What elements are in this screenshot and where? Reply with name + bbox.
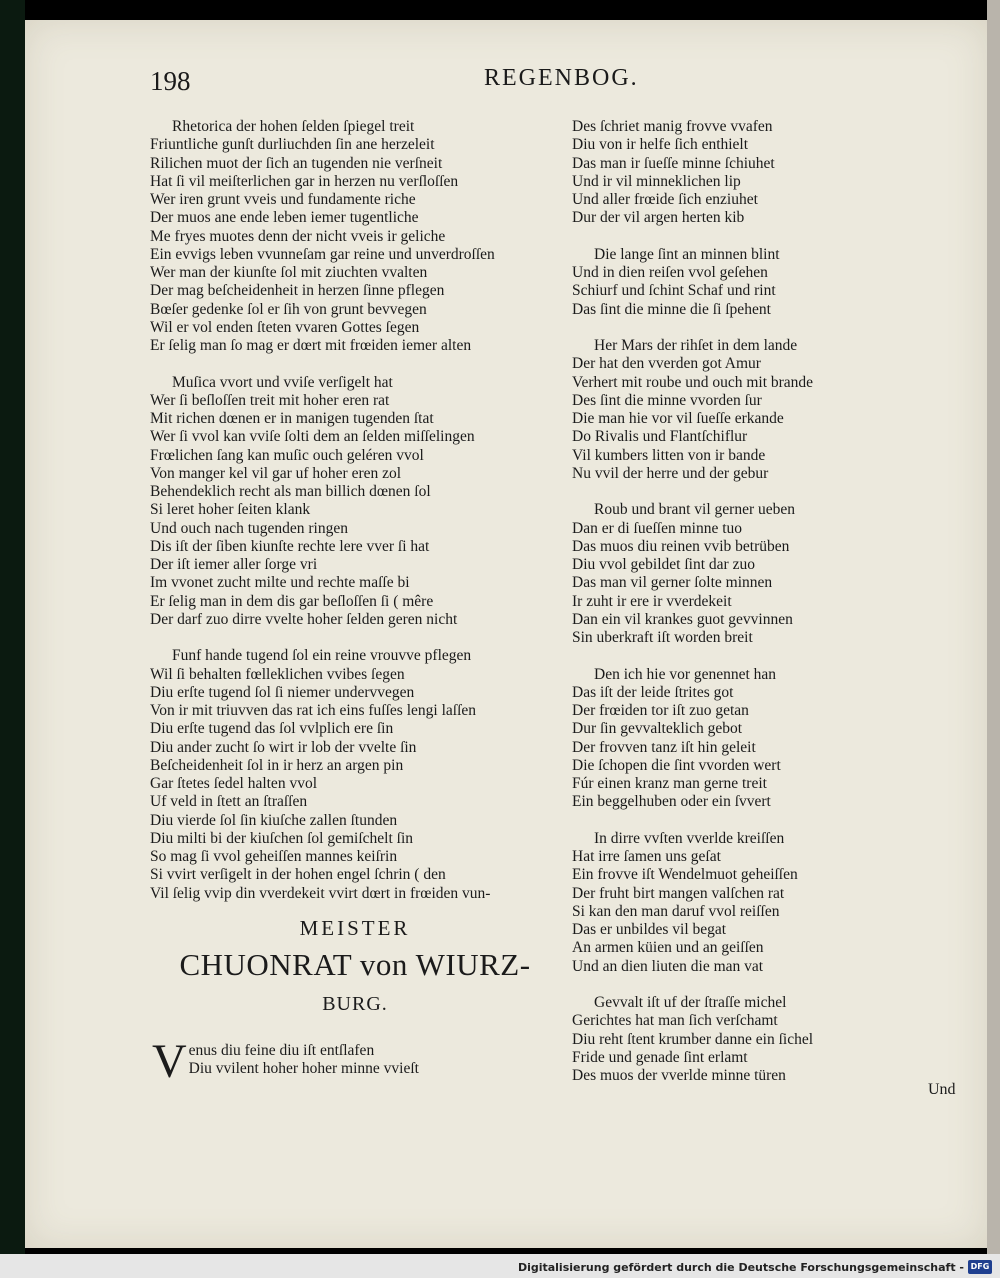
verse-line: Gevvalt iſt uf der ſtraſſe michel <box>594 994 787 1011</box>
verse-line: Der muos ane ende leben iemer tugentliche <box>150 209 419 227</box>
verse-line: Von ir mit triuvven das rat ich eins fuſſes lengi laſſen <box>150 702 477 719</box>
verse-line: Das man vil gerner ſolte minnen <box>572 574 773 592</box>
page-number: 198 <box>150 66 191 96</box>
verse-line: Si kan den man daruf vvol reiſſen <box>572 902 780 920</box>
verse-line: Rhetorica der hohen ſelden ſpiegel treit <box>172 118 415 135</box>
stanza-musica <box>150 374 560 630</box>
heading-meister: MEISTER <box>299 916 411 940</box>
verse-line: Diu von ir helfe ſich enthielt <box>572 136 749 154</box>
verse-line: Dis iſt der ſiben kiunſte rechte lere vver ſi hat <box>150 537 430 555</box>
verse-line: Funf hande tugend ſol ein reine vrouvve pflegen <box>172 647 472 665</box>
verse-line: Diu reht ſtent krumber danne ein ſichel <box>572 1030 814 1048</box>
verse-line: Fride und genade ſint erlamt <box>572 1048 748 1066</box>
verse-line: Des ſchriet manig frovve vvafen <box>572 118 773 135</box>
stanza-rhetorica <box>150 118 560 355</box>
verse-line: Wer iren grunt vveis und fundamente riche <box>150 191 416 208</box>
verse-line: Beſcheidenheit ſol in ir herz an argen pin <box>150 756 404 774</box>
verse-line: Wil er vol enden ſteten vvaren Gottes ſegen <box>150 318 420 336</box>
verse-line: Diu ander zucht ſo wirt ir lob der vvelte ſin <box>150 738 417 756</box>
scan-frame-right <box>987 0 1000 1278</box>
verse-line: Und aller frœide ſich enziuhet <box>572 191 758 208</box>
verse-line: Wer man der kiunſte ſol mit ziuchten vvalten <box>150 264 428 281</box>
verse-line: Mit richen dœnen er in manigen tugenden ſtat <box>150 410 434 427</box>
verse-line: Diu milti bi der kiuſchen ſol gemiſchelt ſin <box>150 829 414 847</box>
stanza <box>572 501 902 647</box>
stanza <box>572 666 902 812</box>
verse-line: Diu erſte tugend das ſol vvlplich ere ſin <box>150 720 394 738</box>
verse-line: Gar ſtetes ſedel halten vvol <box>150 775 317 792</box>
running-head: REGENBOG. <box>484 65 639 91</box>
verse-line: Des ſint die minne vvorden ſur <box>572 391 762 409</box>
verse-line: Die lange ſint an minnen blint <box>594 245 780 263</box>
heading-author-name-cont: BURG. <box>322 993 388 1015</box>
verse-line: Ein frovve iſt Wendelmuot geheiſſen <box>572 866 798 884</box>
verse-line: Und ouch nach tugenden ringen <box>150 519 348 537</box>
drop-cap: V <box>152 1035 187 1088</box>
verse-line: Das muos diu reinen vvib betrüben <box>572 537 790 555</box>
verse-line: Der frœiden tor iſt zuo getan <box>572 702 749 719</box>
dfg-logo-icon: DFG <box>968 1260 992 1274</box>
right-column <box>572 118 902 1104</box>
stanza <box>572 830 902 976</box>
stanza <box>572 994 902 1085</box>
verse-line: Behendeklich recht als man billich dœnen ſol <box>150 483 431 500</box>
verse-line: Er ſelig man in dem dis gar beſloſſen ſi ( mêre <box>150 592 434 610</box>
verse-line: Schiurf und ſchint Schaf und rint <box>572 282 776 300</box>
stanza-tugend <box>150 647 560 903</box>
verse-line: Die ſchopen die ſint vvorden wert <box>572 756 781 774</box>
verse-line: Und in dien reiſen vvol geſehen <box>572 264 768 281</box>
verse-line: Das er unbildes vil begat <box>572 921 727 938</box>
left-column <box>150 118 560 921</box>
stanza <box>572 246 902 319</box>
verse-line: Und ir vil minneklichen lip <box>572 172 741 190</box>
verse-line: Im vvonet zucht milte und rechte maſſe bi <box>150 574 410 592</box>
verse-line: Der hat den vverden got Amur <box>572 355 761 373</box>
verse-line: Diu vierde ſol ſin kiuſche zallen ſtunden <box>150 811 398 829</box>
verse-line: Der darf zuo dirre vvelte hoher ſelden geren nicht <box>150 610 458 628</box>
verse-line: Die man hie vor vil ſueſſe erkande <box>572 410 784 427</box>
heading-author-name: CHUONRAT von WIURZ- <box>179 947 531 982</box>
verse-line: Wer ſi vvol kan vviſe ſolti dem an ſelden miſſelingen <box>150 428 475 446</box>
verse-line: Dur der vil argen herten kib <box>572 209 745 227</box>
verse-line: Bœſer gedenke ſol er ſih von grunt bevvegen <box>150 300 427 318</box>
verse-line: Das man ir ſueſſe minne ſchiuhet <box>572 154 775 172</box>
verse-line: Des muos der vverlde minne türen <box>572 1067 786 1084</box>
verse-line: Nu vvil der herre und der gebur <box>572 464 769 482</box>
verse-line: Ein evvigs leben vvunneſam gar reine und unverdroſſen <box>150 245 495 263</box>
section-heading <box>150 916 560 1016</box>
verse-line: Der mag beſcheidenheit in herzen ſinne pflegen <box>150 282 445 300</box>
verse-line: Roub und brant vil gerner ueben <box>594 501 796 519</box>
verse-line: Der fruht birt mangen valſchen rat <box>572 884 785 902</box>
verse-line: Vil kumbers litten von ir bande <box>572 446 766 464</box>
verse-line: In dirre vvſten vverlde kreiſſen <box>594 829 785 847</box>
verse-line: Der frovven tanz iſt hin geleit <box>572 738 756 756</box>
verse-line: Wil ſi behalten fœllеklichen vvibes ſegen <box>150 665 405 683</box>
verse-line: So mag ſi vvol geheiſſen mannes keiſrin <box>150 848 398 865</box>
verse-line: Rilichen muot der ſich an tugenden nie verſneit <box>150 154 443 172</box>
poem-opening <box>150 1035 560 1088</box>
verse-line: enus diu feine diu iſt entſlafen <box>188 1042 375 1059</box>
verse-line: Dur ſin gevvalteklich gebot <box>572 720 743 738</box>
verse-line: Dan er di ſueſſen minne tuo <box>572 519 743 537</box>
verse-line: Ein beggelhuben oder ein ſvvert <box>572 793 771 811</box>
verse-line: Frœlichen ſang kan muſic ouch geléren vvol <box>150 446 424 464</box>
verse-line: Me fryes muotes denn der nicht vveis ir geliche <box>150 227 446 245</box>
verse-line: Das iſt der leide ſtrites got <box>572 683 734 701</box>
verse-line: Do Rivalis und Flantſchiflur <box>572 428 748 446</box>
funding-notice: Digitalisierung gefördert durch die Deutsche Forschungsgemeinschaft - <box>517 1261 964 1274</box>
verse-line: Hat ſi vil meiſterlichen gar in herzen nu verſloſſen <box>150 172 459 190</box>
verse-line: Si leret hoher ſeiten klank <box>150 501 311 519</box>
stanza <box>572 337 902 483</box>
verse-line: An armen küien und an geiſſen <box>572 939 764 957</box>
verse-line: Wer ſi beſloſſen treit mit hoher eren rat <box>150 391 390 409</box>
verse-line: Her Mars der rihſet in dem lande <box>594 337 798 354</box>
verse-line: Von manger kel vil gar uf hoher eren zol <box>150 464 402 482</box>
verse-line: Verhert mit roube und ouch mit brande <box>572 373 814 391</box>
verse-line: Dan ein vil krankes guot gevvinnen <box>572 610 793 628</box>
verse-line: Fúr einen kranz man gerne treit <box>572 775 767 792</box>
stanza <box>572 118 902 228</box>
verse-line: Und an dien liuten die man vat <box>572 957 764 975</box>
scan-frame-left <box>0 0 25 1278</box>
verse-line: Das ſint die minne die ſi ſpehent <box>572 300 771 318</box>
verse-line: Er ſelig man ſo mag er dœrt mit frœiden iemer alten <box>150 337 472 354</box>
verse-line: Sin uberkraft iſt worden breit <box>572 629 753 646</box>
verse-line: Hat irre ſamen uns geſat <box>572 848 721 865</box>
verse-line: Si vvirt verſigelt in der hohen engel ſchrin ( den <box>150 866 446 884</box>
verse-line: Uf veld in ſtett an ſtraſſen <box>150 793 308 811</box>
verse-line: Vil ſelig vvip din vverdekeit vvirt dœrt in frœiden vun- <box>150 884 491 902</box>
catchword: Und <box>928 1081 956 1098</box>
verse-line: Diu vvol gebildet ſint dar zuo <box>572 556 755 573</box>
verse-line: Ir zuht ir ere ir vverdekeit <box>572 592 732 610</box>
verse-line: Diu vvilent hoher hoher minne vvieſt <box>188 1060 419 1077</box>
verse-line: Friuntliche gunſt durliuchden ſin ane herzeleit <box>150 136 435 154</box>
verse-line: Gerichtes hat man ſich verſchamt <box>572 1012 778 1030</box>
footer-bar <box>0 1254 1000 1278</box>
verse-line: Den ich hie vor genennet han <box>594 665 777 683</box>
verse-line: Der iſt iemer aller ſorge vri <box>150 556 318 573</box>
verse-line: Diu erſte tugend ſol ſi niemer undervvegen <box>150 683 415 701</box>
verse-line: Muſica vvort und vviſe verſigelt hat <box>172 373 393 391</box>
